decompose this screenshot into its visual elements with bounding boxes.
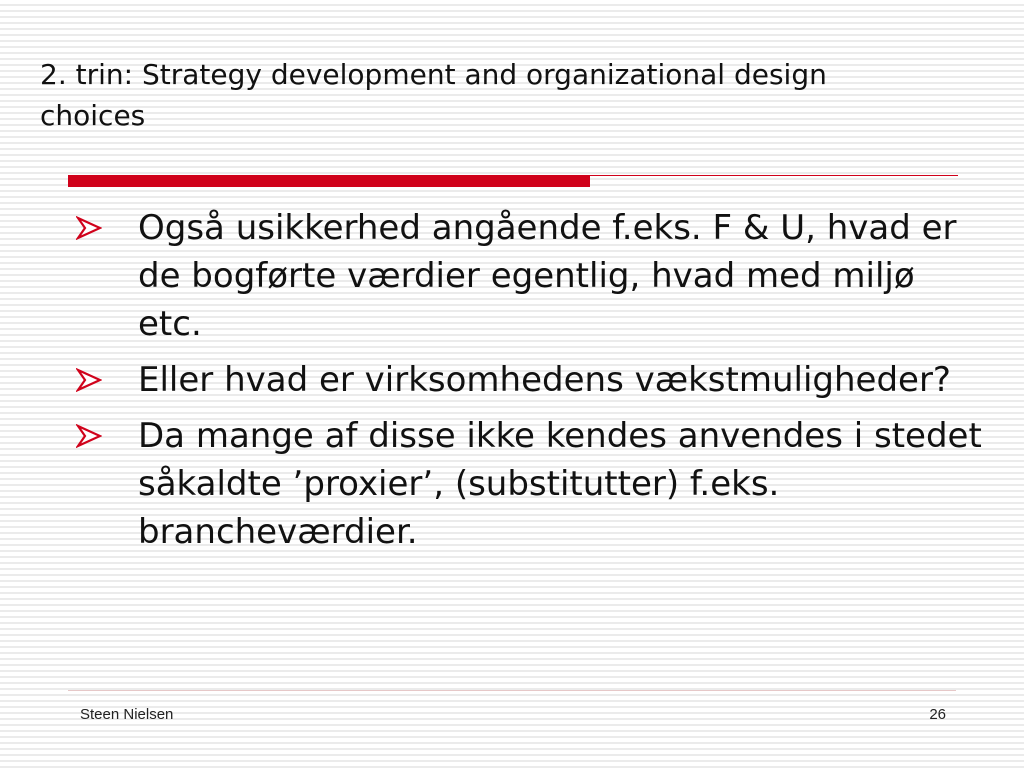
bullet-text: Også usikkerhed angående f.eks. F & U, hvad er de bogførte værdier egentlig, hvad med miljø etc. (138, 208, 957, 344)
page-number: 26 (929, 706, 946, 723)
bullet-item (0, 412, 1024, 556)
bullet-item (0, 356, 1024, 404)
bullet-list (0, 204, 1024, 564)
title-underline-thin (590, 175, 958, 176)
bullet-item (0, 204, 1024, 348)
title-underline-thick (68, 175, 590, 187)
chevron-arrow-icon (76, 424, 102, 448)
slide-title: 2. trin: Strategy development and organizational design choices (40, 58, 827, 132)
chevron-arrow-icon (76, 216, 102, 240)
bullet-text: Eller hvad er virksomhedens vækstmuligheder? (138, 360, 951, 400)
footer-author: Steen Nielsen (80, 706, 174, 723)
footer-divider (68, 690, 956, 691)
chevron-arrow-icon (76, 368, 102, 392)
bullet-text: Da mange af disse ikke kendes anvendes i stedet såkaldte ’proxier’, (substitutter) f.eks. brancheværdier. (138, 416, 982, 552)
